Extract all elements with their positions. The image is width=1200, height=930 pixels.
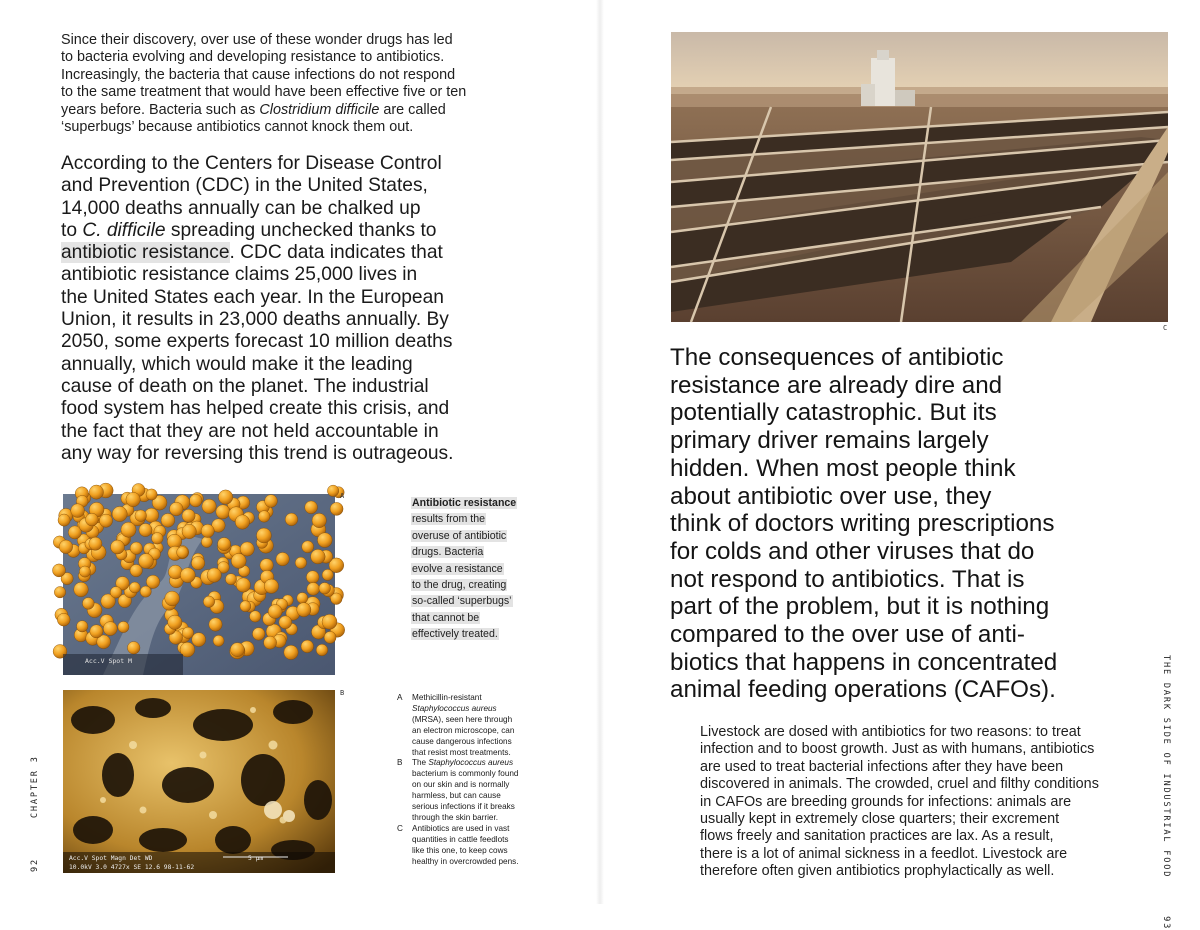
caption-italic: Staphylococcus aureus: [412, 703, 497, 713]
bacterium-coccus: [201, 537, 212, 548]
caption-line: [412, 758, 537, 769]
bacterium-coccus: [305, 501, 318, 514]
bacterium-coccus: [89, 485, 103, 499]
pull-quote-line: compared to the over use of anti-: [670, 621, 1025, 649]
bacterium-coccus: [189, 494, 202, 507]
sidenote-text: so-called ‘superbugs’: [412, 595, 512, 608]
sidenote-term: [411, 497, 517, 509]
bacterium-coccus: [256, 528, 271, 543]
bacterium-coccus: [53, 564, 66, 577]
bacterium-coccus: [127, 642, 140, 655]
caption-italic: Staphylococcus aureus: [428, 758, 514, 768]
bacterium-coccus: [99, 514, 112, 527]
bacterium-coccus: [258, 511, 270, 523]
bacterium-coccus: [231, 553, 246, 568]
body-italic-term: C. difficile: [82, 219, 166, 241]
pull-quote-line: primary driver remains largely: [670, 427, 989, 455]
bacterium-coccus: [216, 505, 230, 519]
pull-quote-line: part of the problem, but it is nothing: [670, 593, 1050, 621]
bacterium-coccus: [284, 645, 298, 659]
bacterium-coccus: [279, 616, 292, 629]
bacterium-coccus: [317, 533, 332, 548]
bacterium-coccus: [202, 499, 216, 513]
bacterium-coccus: [182, 524, 196, 538]
cattle-feedlot-photo: [671, 32, 1168, 322]
running-head: CHAPTER 3: [30, 755, 40, 819]
caption-line: [412, 704, 537, 715]
pull-quote-line: The consequences of antibiotic: [670, 344, 1004, 371]
bacterium-coccus: [89, 537, 102, 550]
caption-letter: A: [397, 693, 403, 702]
bacterium-coccus: [130, 542, 142, 554]
body-line: 2050, some experts forecast 10 million deaths: [61, 331, 453, 353]
sidenote-line: [411, 528, 531, 544]
sidenote-line: [411, 544, 531, 560]
bacterium-coccus: [54, 587, 65, 598]
page-number: 92: [30, 858, 40, 872]
bacterium-coccus: [140, 586, 151, 597]
pull-quote-line: about antibiotic over use, they: [670, 482, 992, 510]
glossary-sidenote: [411, 495, 531, 643]
intro-paragraph: [61, 32, 481, 136]
body-line: Union, it results in 23,000 deaths annually. By: [61, 309, 449, 331]
bacterium-coccus: [322, 569, 333, 580]
bacterium-coccus: [316, 644, 328, 656]
caption-letter: C: [397, 823, 403, 833]
bacterium-coccus: [71, 504, 85, 518]
intro-text: years before. Bacteria such as: [61, 101, 260, 118]
body-text: spreading unchecked thanks to: [165, 219, 437, 241]
book-gutter: [596, 0, 604, 904]
caption-line: Methicillin-resistant: [412, 693, 482, 702]
bacterium-coccus: [191, 556, 204, 569]
intro-line: ‘superbugs’ because antibiotics cannot knock them out.: [61, 119, 414, 136]
bacterium-coccus: [112, 506, 127, 521]
caption-line: bacterium is commonly found: [412, 769, 519, 779]
body-line: infection and to boost growth. Just as with humans, antibiotics: [700, 741, 1095, 758]
bacterium-coccus: [276, 552, 289, 565]
pull-quote-line: biotics that happens in concentrated: [670, 648, 1058, 676]
bacterium-coccus: [121, 522, 136, 537]
sidenote-line: [411, 511, 531, 527]
body-line: food system has helped create this crisis, and: [61, 398, 450, 420]
figure-c-letter: C: [1163, 324, 1168, 332]
bacterium-coccus: [135, 510, 147, 522]
bacterium-coccus: [301, 640, 314, 653]
bacterium-coccus: [118, 621, 129, 632]
page-number: 93: [1161, 916, 1171, 930]
sidenote-text: overuse of antibiotic: [412, 529, 507, 542]
intro-line: Since their discovery, over use of these wonder drugs has led: [61, 32, 453, 48]
bacterium-coccus: [260, 559, 273, 572]
caption-line: harmless, but can cause: [412, 791, 501, 801]
bacterium-coccus: [182, 627, 193, 638]
sidenote-line: [411, 610, 531, 626]
intro-line: Increasingly, the bacteria that cause infections do not respond: [61, 66, 456, 83]
caption-b: [397, 758, 537, 823]
running-head: THE DARK SIDE OF INDUSTRIAL FOOD: [1161, 655, 1171, 879]
caption-line: serious infections if it breaks: [412, 802, 515, 812]
caption-line: through the skin barrier.: [412, 812, 499, 822]
sidenote-line: [411, 626, 531, 642]
bacterium-coccus: [86, 513, 99, 526]
bacterium-coccus: [207, 568, 221, 582]
bacterium-coccus: [240, 601, 251, 612]
bacterium-coccus: [307, 583, 320, 596]
pull-quote-line: resistance are already dire and: [670, 371, 1003, 399]
body-line: and Prevention (CDC) in the United States,: [61, 175, 428, 197]
pull-quote-line: for colds and other viruses that do: [670, 537, 1035, 565]
bacterium-coccus: [77, 621, 88, 632]
figure-a-letter: A: [340, 492, 345, 500]
sidenote-text: drugs. Bacteria: [412, 546, 484, 559]
body-line: Livestock are dosed with antibiotics for two reasons: to treat: [700, 724, 1081, 740]
left-margin-footer: [30, 755, 40, 872]
bacterium-coccus: [324, 631, 336, 643]
body-line: [61, 220, 491, 242]
caption-line: like this one, to keep cows: [412, 845, 508, 855]
bacterium-coccus: [240, 542, 254, 556]
bacterium-coccus: [139, 523, 152, 536]
bacterium-coccus: [168, 615, 182, 629]
intro-line: [61, 102, 481, 119]
bacterium-coccus: [90, 625, 103, 638]
bacterium-coccus: [180, 568, 195, 583]
bacterium-coccus: [327, 485, 338, 496]
figure-captions: [397, 693, 537, 868]
bacterium-coccus: [311, 549, 326, 564]
caption-c: [397, 824, 537, 868]
intro-line: to the same treatment that would have been effective five or ten: [61, 84, 467, 101]
pull-quote-line: hidden. When most people think: [670, 454, 1016, 482]
body-line: annually, which would make it the leading: [61, 353, 413, 375]
bacterium-coccus: [302, 541, 314, 553]
bacterium-coccus: [225, 574, 236, 585]
scale-bar-label: 5 μm: [248, 855, 264, 862]
bacterium-coccus: [58, 514, 70, 526]
bacterium-coccus: [295, 557, 306, 568]
bacterium-coccus: [103, 622, 117, 636]
bacterium-coccus: [110, 587, 122, 599]
bacterium-coccus: [82, 598, 94, 610]
bacterium-coccus: [146, 489, 157, 500]
body-line: in CAFOs are breeding grounds for infections: animals are: [700, 793, 1072, 810]
intro-italic-term: Clostridium difficile: [259, 101, 380, 118]
bacterium-coccus: [57, 613, 70, 626]
micrograph-scale-values: 10.0kV 3.0 4727x SE 12.6 98-11-62: [69, 864, 195, 871]
highlighted-term: antibiotic resistance: [61, 242, 230, 264]
caption-letter: B: [397, 758, 403, 768]
bacterium-coccus: [285, 513, 298, 526]
bacterium-coccus: [213, 635, 224, 646]
bacterium-coccus: [192, 633, 206, 647]
sidenote-line: [411, 495, 531, 511]
sidenote-text: results from the: [412, 513, 486, 526]
sidenote-text: effectively treated.: [412, 628, 498, 641]
body-line: cause of death on the planet. The industrial: [61, 375, 429, 397]
bacterium-coccus: [297, 603, 311, 617]
bacterium-coccus: [209, 618, 222, 631]
right-margin-footer: [1161, 655, 1171, 930]
bacterium-coccus: [264, 579, 278, 593]
intro-line: to bacteria evolving and developing resistance to antibiotics.: [61, 49, 445, 66]
body-line: flows freely and sanitation practices are lax. As a result,: [700, 828, 1054, 845]
caption-line: quantities in cattle feedlots: [412, 834, 509, 844]
caption-line: that resist most treatments.: [412, 747, 511, 757]
body-line: 14,000 deaths annually can be chalked up: [61, 197, 421, 219]
caption-line: cause dangerous infections: [412, 736, 512, 746]
bacterium-coccus: [218, 490, 232, 504]
bacterium-coccus: [330, 502, 343, 515]
bacterium-coccus: [111, 540, 125, 554]
micrograph-scale-text: Acc.V Spot M: [85, 657, 132, 665]
bacterium-coccus: [268, 605, 282, 619]
pull-quote-line: animal feeding operations (CAFOs).: [670, 676, 1056, 704]
sidenote-line: [411, 593, 531, 609]
bacterium-coccus: [139, 554, 154, 569]
bacterium-coccus: [168, 565, 182, 579]
bacterium-coccus: [161, 513, 175, 527]
sidenote-text: evolve a resistance: [412, 562, 503, 575]
body-paragraph-right: [700, 724, 1110, 881]
body-line: there is a lot of animal sickness in a feedlot. Livestock are: [700, 845, 1068, 862]
figure-b-letter: B: [340, 689, 345, 697]
body-line: the United States each year. In the European: [61, 286, 444, 308]
bacterium-coccus: [319, 583, 331, 595]
intro-text: are called: [379, 101, 446, 118]
sidenote-line: [411, 561, 531, 577]
bacterium-coccus: [79, 566, 90, 577]
bacterium-coccus: [152, 533, 164, 545]
bacterium-coccus: [306, 571, 319, 584]
pull-quote-line: not respond to antibiotics. That is: [670, 565, 1025, 593]
body-line: According to the Centers for Disease Control: [61, 153, 442, 174]
bacterium-coccus: [264, 636, 277, 649]
caption-text: The: [412, 758, 429, 768]
caption-line: Antibiotics are used in vast: [412, 823, 510, 833]
body-line: discovered in animals. The crowded, cruel and filthy conditions: [700, 776, 1099, 793]
bacterium-coccus: [129, 582, 140, 593]
mrsa-micrograph-image: [63, 494, 335, 675]
body-line: any way for reversing this trend is outrageous.: [61, 442, 454, 464]
pull-quote-line: think of doctors writing prescriptions: [670, 510, 1055, 538]
sidenote-text: to the drug, creating: [412, 579, 507, 592]
micrograph-scale-text: Acc.V Spot Magn Det WD: [69, 855, 153, 862]
caption-line: an electron microscope, can: [412, 725, 515, 735]
body-text: . CDC data indicates that: [229, 242, 443, 264]
body-line: therefore often given antibiotics prophylactically as well.: [700, 863, 1055, 880]
body-line: are used to treat bacterial infections after they have been: [700, 758, 1064, 775]
bacterium-coccus: [236, 578, 250, 592]
mrsa-micrograph-svg: [63, 494, 335, 675]
bacterium-coccus: [252, 628, 265, 641]
staph-aureus-micrograph-image: [63, 690, 335, 873]
caption-line: on our skin and is normally: [412, 780, 510, 790]
bacterium-coccus: [312, 513, 326, 527]
caption-line: (MRSA), seen here through: [412, 714, 513, 724]
pull-quote-line: potentially catastrophic. But its: [670, 399, 997, 427]
sidenote-line: [411, 577, 531, 593]
body-line: antibiotic resistance claims 25,000 lives in: [61, 264, 418, 286]
bacterium-coccus: [59, 540, 73, 554]
bacterium-coccus: [230, 643, 244, 657]
bacterium-coccus: [182, 509, 195, 522]
bacterium-coccus: [126, 492, 140, 506]
body-paragraph-large: [61, 153, 491, 465]
caption-a: [397, 693, 537, 758]
bacterium-coccus: [235, 515, 249, 529]
bacterium-coccus: [170, 502, 184, 516]
sidenote-term-text: Antibiotic resistance: [412, 497, 517, 509]
feedlot-svg: [671, 32, 1168, 322]
bacterium-coccus: [165, 591, 180, 606]
body-line: the fact that they are not held accountable in: [61, 420, 439, 442]
bacterium-coccus: [322, 614, 337, 629]
body-line: [61, 242, 491, 264]
caption-line: healthy in overcrowded pens.: [412, 856, 519, 866]
sidenote-text: that cannot be: [412, 611, 480, 624]
bacterium-coccus: [177, 547, 189, 559]
pull-quote: [670, 344, 1110, 704]
bacterium-coccus: [265, 495, 278, 508]
body-line: usually kept in extremely close quarters; their excrement: [700, 811, 1060, 828]
staph-micrograph-svg: [63, 690, 335, 873]
bacterium-coccus: [201, 524, 214, 537]
bacterium-coccus: [218, 538, 231, 551]
bacterium-coccus: [203, 596, 214, 607]
bacterium-coccus: [297, 593, 308, 604]
bacterium-coccus: [74, 582, 89, 597]
body-text: to: [61, 219, 83, 241]
bacterium-coccus: [250, 611, 261, 622]
